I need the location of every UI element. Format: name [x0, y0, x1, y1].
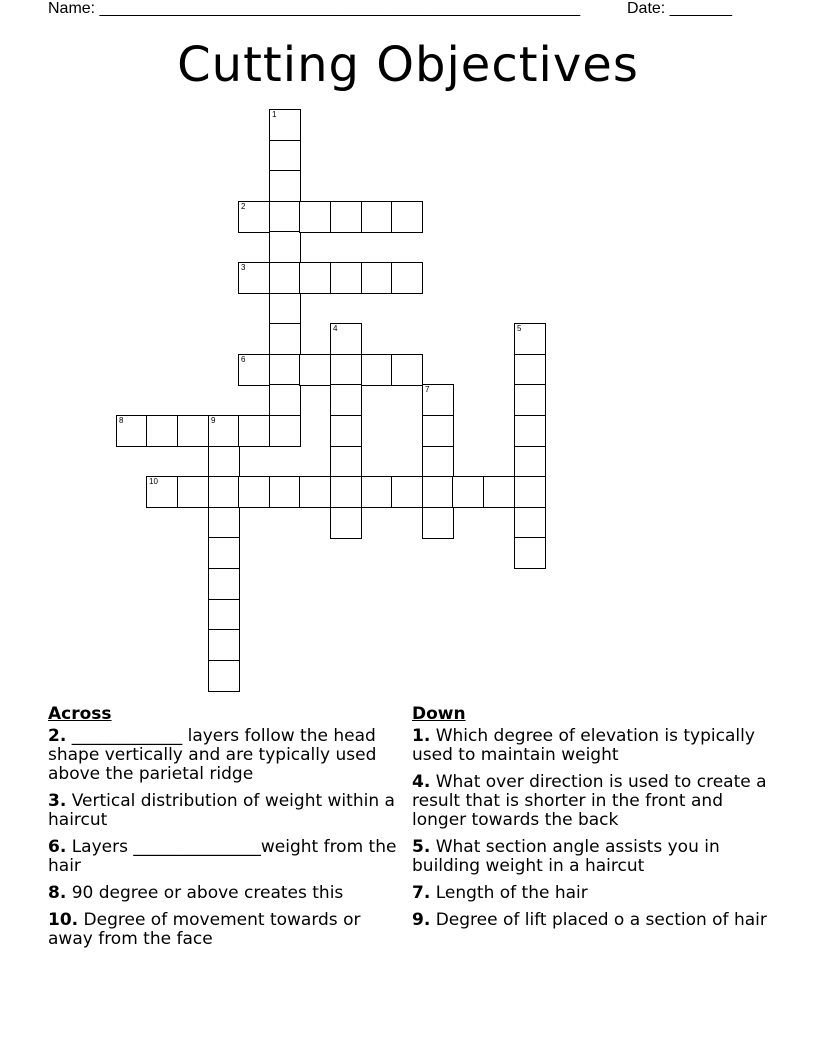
grid-cell[interactable]: [391, 476, 423, 508]
clue-down-7: 7. Length of the hair: [412, 883, 588, 903]
grid-cell[interactable]: [330, 384, 362, 416]
grid-cell[interactable]: [514, 446, 546, 478]
grid-cell[interactable]: [330, 507, 362, 539]
clue-down-1: 1. Which degree of elevation is typically used to maintain weight: [412, 726, 755, 765]
clue-across-3: 3. Vertical distribution of weight within a haircut: [48, 791, 395, 830]
grid-cell[interactable]: [514, 507, 546, 539]
grid-cell[interactable]: [269, 201, 301, 233]
grid-cell[interactable]: [422, 476, 454, 508]
grid-cell[interactable]: [361, 476, 393, 508]
grid-cell[interactable]: [238, 415, 270, 447]
grid-cell[interactable]: [238, 262, 270, 294]
clue-down-4: 4. What over direction is used to create a result that is shorter in the front and longer towards the back: [412, 772, 767, 830]
grid-cell[interactable]: [208, 415, 240, 447]
clue-down-5: 5. What section angle assists you in building weight in a haircut: [412, 837, 720, 876]
grid-cell[interactable]: [269, 323, 301, 355]
grid-cell[interactable]: [269, 140, 301, 172]
down-heading: Down: [412, 704, 466, 724]
grid-cell[interactable]: [269, 476, 301, 508]
grid-cell[interactable]: [330, 446, 362, 478]
grid-cell[interactable]: [208, 660, 240, 692]
grid-cell[interactable]: [238, 476, 270, 508]
grid-cell[interactable]: [269, 384, 301, 416]
grid-cell[interactable]: [330, 415, 362, 447]
grid-cell[interactable]: [208, 568, 240, 600]
clue-number-label: 1: [272, 110, 277, 119]
grid-cell[interactable]: [514, 354, 546, 386]
grid-cell[interactable]: [269, 109, 301, 141]
across-clues: [48, 703, 408, 957]
clue-number-label: 2: [241, 202, 246, 211]
clue-number-label: 8: [119, 416, 124, 425]
grid-cell[interactable]: [208, 629, 240, 661]
grid-cell[interactable]: [330, 201, 362, 233]
clue-number-label: 10: [149, 477, 158, 486]
date-line[interactable]: Date: _______: [627, 0, 732, 17]
grid-cell[interactable]: [514, 415, 546, 447]
grid-cell[interactable]: [422, 507, 454, 539]
grid-cell[interactable]: [422, 415, 454, 447]
grid-cell[interactable]: [146, 415, 178, 447]
grid-cell[interactable]: [238, 201, 270, 233]
across-heading: Across: [48, 704, 112, 724]
grid-cell[interactable]: [299, 201, 331, 233]
grid-cell[interactable]: [269, 293, 301, 325]
grid-cell[interactable]: [514, 323, 546, 355]
grid-cell[interactable]: [391, 262, 423, 294]
clue-number-label: 4: [333, 324, 338, 333]
grid-cell[interactable]: [299, 476, 331, 508]
grid-cell[interactable]: [208, 507, 240, 539]
grid-cell[interactable]: [452, 476, 484, 508]
grid-cell[interactable]: [361, 262, 393, 294]
grid-cell[interactable]: [208, 599, 240, 631]
grid-cell[interactable]: [514, 476, 546, 508]
grid-cell[interactable]: [177, 476, 209, 508]
grid-cell[interactable]: [330, 354, 362, 386]
clue-number-label: 9: [211, 416, 216, 425]
clue-number-label: 3: [241, 263, 246, 272]
page-title: Cutting Objectives: [177, 37, 639, 93]
grid-cell[interactable]: [483, 476, 515, 508]
grid-cell[interactable]: [269, 262, 301, 294]
clue-across-10: 10. Degree of movement towards or away from the face: [48, 910, 361, 949]
name-line[interactable]: Name: ______________________________________________________: [48, 0, 581, 17]
clue-across-2: 2. _____________ layers follow the head shape vertically and are typically used above the parietal ridge: [48, 726, 377, 784]
clue-number-label: 6: [241, 355, 246, 364]
grid-cell[interactable]: [299, 262, 331, 294]
clue-number-label: 7: [425, 385, 430, 394]
grid-cell[interactable]: [330, 323, 362, 355]
grid-cell[interactable]: [146, 476, 178, 508]
clue-across-6: 6. Layers _______________weight from the hair: [48, 837, 397, 876]
grid-cell[interactable]: [208, 537, 240, 569]
grid-cell[interactable]: [208, 446, 240, 478]
down-clues: [412, 703, 772, 938]
grid-cell[interactable]: [269, 170, 301, 202]
clue-across-8: 8. 90 degree or above creates this: [48, 883, 344, 903]
grid-cell[interactable]: [422, 446, 454, 478]
grid-cell[interactable]: [269, 354, 301, 386]
grid-cell[interactable]: [330, 476, 362, 508]
grid-cell[interactable]: [116, 415, 148, 447]
grid-cell[interactable]: [391, 201, 423, 233]
grid-cell[interactable]: [269, 415, 301, 447]
grid-cell[interactable]: [514, 537, 546, 569]
grid-cell[interactable]: [330, 262, 362, 294]
grid-cell[interactable]: [361, 201, 393, 233]
grid-cell[interactable]: [514, 384, 546, 416]
grid-cell[interactable]: [269, 231, 301, 263]
grid-cell[interactable]: [177, 415, 209, 447]
grid-cell[interactable]: [391, 354, 423, 386]
grid-cell[interactable]: [208, 476, 240, 508]
grid-cell[interactable]: [238, 354, 270, 386]
clue-number-label: 5: [517, 324, 522, 333]
grid-cell[interactable]: [299, 354, 331, 386]
clue-down-9: 9. Degree of lift placed o a section of hair: [412, 910, 767, 930]
grid-cell[interactable]: [422, 384, 454, 416]
grid-cell[interactable]: [361, 354, 393, 386]
